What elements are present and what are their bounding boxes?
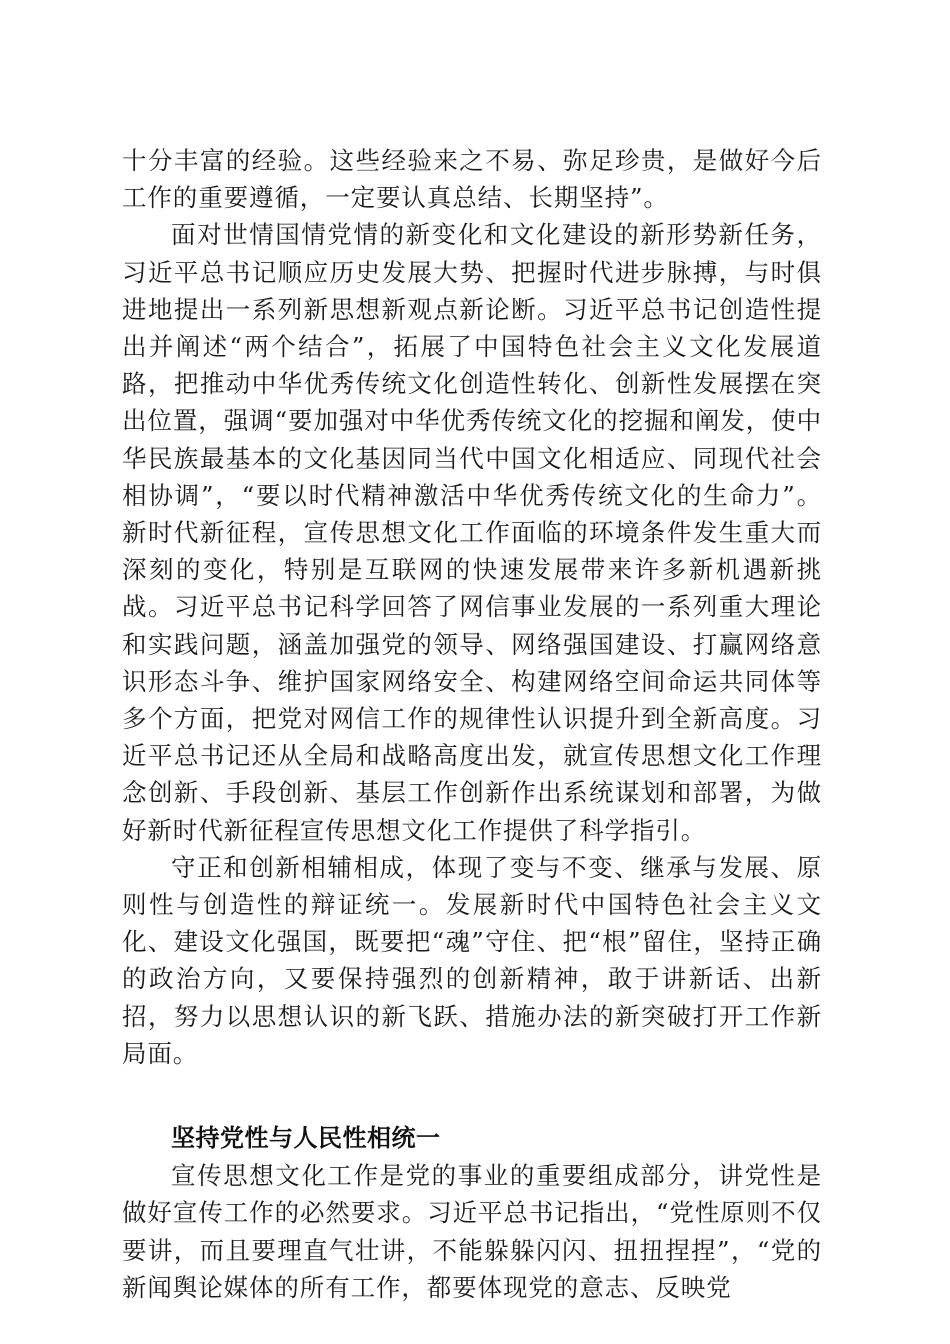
paragraph-new-thoughts: 面对世情国情党情的新变化和文化建设的新形势新任务，习近平总书记顺应历史发展大势、把握时代进步脉搏，与时俱进地提出一系列新思想新观点新论断。习近平总书记创造性提出并阐述“两个结合”，拓展了中国特色社会主义文化发展道路，把推动中华优秀传统文化创造性转化、创新性发展摆在突出位置，强调“要加强对中华优秀传统文化的挖掘和阐发，使中华民族最基本的文化基因同当代中国文化相适应、同现代社会相协调”，“要以时代精神激活中华优秀传统文化的生命力”。新时代新征程，宣传思想文化工作面临的环境条件发生重大而深刻的变化，特别是互联网的快速发展带来许多新机遇新挑战。习近平总书记科学回答了网信事业发展的一系列重大理论和实践问题，涵盖加强党的领导、网络强国建设、打赢网络意识形态斗争、维护国家网络安全、构建网络空间命运共同体等多个方面，把党对网信工作的规律性认识提升到全新高度。习近平总书记还从全局和战略高度出发，就宣传思想文化工作理念创新、手段创新、基层工作创新作出系统谋划和部署，为做好新时代新征程宣传思想文化工作提供了科学指引。 (122, 220, 822, 845)
document-body (122, 142, 822, 1306)
paragraph-party-spirit: 宣传思想文化工作是党的事业的重要组成部分，讲党性是做好宣传工作的必然要求。习近平总书记指出，“党性原则不仅要讲，而且要理直气壮讲，不能躲躲闪闪、扭扭捏捏”，“党的新闻舆论媒体的所有工作，都要体现党的意志、反映党 (122, 1161, 822, 1302)
paragraph-innovation: 守正和创新相辅相成，体现了变与不变、继承与发展、原则性与创造性的辩证统一。发展新时代中国特色社会主义文化、建设文化强国，既要把“魂”守住、把“根”留住，坚持正确的政治方向，又要保持强烈的创新精神，敢于讲新话、出新招，努力以思想认识的新飞跃、措施办法的新突破打开工作新局面。 (122, 852, 822, 1068)
paragraph-continued: 十分丰富的经验。这些经验来之不易、弥足珍贵，是做好今后工作的重要遵循，一定要认真总结、长期坚持”。 (122, 146, 822, 213)
section-heading: 坚持党性与人民性相统一 (171, 1124, 441, 1153)
